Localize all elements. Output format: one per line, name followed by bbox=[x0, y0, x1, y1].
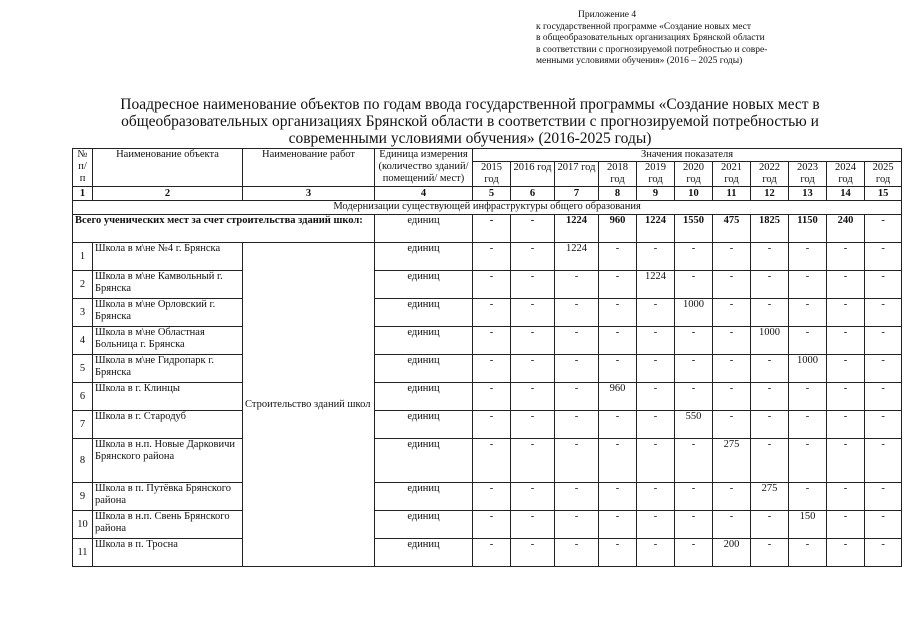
value-cell: - bbox=[713, 271, 751, 299]
value-cell: - bbox=[511, 327, 555, 355]
value-cell: - bbox=[865, 299, 902, 327]
table-row bbox=[73, 383, 902, 411]
value-cell: - bbox=[827, 483, 865, 511]
appendix-line: в общеобразовательных организациях Брянской области bbox=[536, 33, 765, 43]
row-number: 6 bbox=[73, 383, 93, 411]
value-cell: - bbox=[675, 539, 713, 567]
unit-cell: единиц bbox=[375, 483, 473, 511]
year-cell: 2022 год bbox=[751, 162, 789, 187]
value-cell: - bbox=[865, 411, 902, 439]
row-number: 5 bbox=[73, 355, 93, 383]
value-cell: - bbox=[555, 383, 599, 411]
year-cell: 2016 год bbox=[511, 162, 555, 187]
value-cell: - bbox=[827, 243, 865, 271]
table-row bbox=[73, 355, 902, 383]
object-name: Школа в н.п. Свень Брянского района bbox=[93, 511, 243, 539]
value-cell: - bbox=[713, 327, 751, 355]
value-cell: - bbox=[865, 383, 902, 411]
value-cell: 1000 bbox=[675, 299, 713, 327]
value-cell: - bbox=[789, 327, 827, 355]
unit-cell: единиц bbox=[375, 243, 473, 271]
value-cell: - bbox=[555, 483, 599, 511]
value-cell: - bbox=[599, 355, 637, 383]
year-cell: 2020 год bbox=[675, 162, 713, 187]
object-name: Школа в г. Стародуб bbox=[93, 411, 243, 439]
value-cell: - bbox=[599, 271, 637, 299]
column-number: 14 bbox=[827, 187, 865, 201]
section-title: Модернизации существующей инфраструктуры общего образования bbox=[73, 201, 902, 215]
value-cell: - bbox=[827, 299, 865, 327]
row-number: 7 bbox=[73, 411, 93, 439]
value-cell: - bbox=[473, 355, 511, 383]
row-number: 3 bbox=[73, 299, 93, 327]
value-cell: - bbox=[827, 539, 865, 567]
column-number: 1 bbox=[73, 187, 93, 201]
column-number: 3 bbox=[243, 187, 375, 201]
value-cell: - bbox=[827, 271, 865, 299]
total-value: - bbox=[865, 215, 902, 243]
value-cell: - bbox=[865, 439, 902, 483]
value-cell: - bbox=[473, 243, 511, 271]
value-cell: - bbox=[555, 299, 599, 327]
column-number: 6 bbox=[511, 187, 555, 201]
column-number: 9 bbox=[637, 187, 675, 201]
appendix-line: к государственной программе «Создание новых мест bbox=[536, 21, 752, 32]
value-cell: - bbox=[865, 355, 902, 383]
value-cell: - bbox=[599, 327, 637, 355]
value-cell: - bbox=[713, 355, 751, 383]
header-values: Значения показателя bbox=[473, 149, 902, 162]
year-cell: 2021 год bbox=[713, 162, 751, 187]
value-cell: - bbox=[789, 243, 827, 271]
column-number: 8 bbox=[599, 187, 637, 201]
appendix-line: в соответствии с прогнозируемой потребностью и совре- bbox=[536, 44, 768, 55]
value-cell: 1000 bbox=[751, 327, 789, 355]
value-cell: - bbox=[789, 483, 827, 511]
row-number: 8 bbox=[73, 439, 93, 483]
total-value: 1550 bbox=[675, 215, 713, 243]
unit-cell: единиц bbox=[375, 539, 473, 567]
document-title: Поадресное наименование объектов по годам ввода государственной программы «Создание новых мест в общеобразовательных организациях Брянской области в соответствии с прогнозируемой потребностью и современными условиями обучения» (2016-2025 годы) bbox=[120, 96, 820, 147]
value-cell: - bbox=[511, 483, 555, 511]
table-row bbox=[73, 439, 902, 483]
value-cell: - bbox=[789, 383, 827, 411]
value-cell: 1224 bbox=[637, 271, 675, 299]
object-name: Школа в г. Клинцы bbox=[93, 383, 243, 411]
value-cell: - bbox=[751, 299, 789, 327]
value-cell: - bbox=[865, 483, 902, 511]
column-number: 15 bbox=[865, 187, 902, 201]
value-cell: - bbox=[675, 327, 713, 355]
total-value: 1224 bbox=[555, 215, 599, 243]
total-value: 475 bbox=[713, 215, 751, 243]
table-row bbox=[73, 511, 902, 539]
value-cell: - bbox=[637, 383, 675, 411]
value-cell: - bbox=[599, 299, 637, 327]
value-cell: - bbox=[473, 411, 511, 439]
year-cell: 2023 год bbox=[789, 162, 827, 187]
value-cell: - bbox=[599, 439, 637, 483]
value-cell: - bbox=[789, 299, 827, 327]
value-cell: - bbox=[473, 383, 511, 411]
appendix-block bbox=[536, 10, 836, 68]
appendix-line: менными условиями обучения» (2016 – 2025 годы) bbox=[536, 56, 743, 66]
column-number: 10 bbox=[675, 187, 713, 201]
value-cell: - bbox=[827, 355, 865, 383]
unit-cell: единиц bbox=[375, 383, 473, 411]
total-value: 1224 bbox=[637, 215, 675, 243]
value-cell: - bbox=[637, 299, 675, 327]
unit-cell: единиц bbox=[375, 299, 473, 327]
value-cell: - bbox=[637, 327, 675, 355]
value-cell: - bbox=[675, 243, 713, 271]
value-cell: - bbox=[555, 271, 599, 299]
unit-cell: единиц bbox=[375, 271, 473, 299]
value-cell: 1000 bbox=[789, 355, 827, 383]
value-cell: - bbox=[555, 355, 599, 383]
value-cell: - bbox=[675, 439, 713, 483]
value-cell: - bbox=[599, 411, 637, 439]
object-name: Школа в п. Тросна bbox=[93, 539, 243, 567]
value-cell: - bbox=[865, 539, 902, 567]
value-cell: - bbox=[713, 411, 751, 439]
object-name: Школа в н.п. Новые Дарковичи Брянского района bbox=[93, 439, 243, 483]
work-name: Строительство зданий школ bbox=[243, 243, 375, 567]
value-cell: - bbox=[511, 539, 555, 567]
column-number: 4 bbox=[375, 187, 473, 201]
table-row bbox=[73, 411, 902, 439]
value-cell: - bbox=[473, 299, 511, 327]
value-cell: - bbox=[751, 439, 789, 483]
value-cell: - bbox=[511, 243, 555, 271]
value-cell: - bbox=[599, 483, 637, 511]
value-cell: - bbox=[865, 243, 902, 271]
value-cell: - bbox=[637, 511, 675, 539]
value-cell: - bbox=[751, 411, 789, 439]
unit-cell: единиц bbox=[375, 355, 473, 383]
value-cell: - bbox=[555, 539, 599, 567]
value-cell: - bbox=[751, 355, 789, 383]
value-cell: - bbox=[827, 439, 865, 483]
total-value: 1825 bbox=[751, 215, 789, 243]
table-body bbox=[73, 187, 902, 567]
value-cell: 150 bbox=[789, 511, 827, 539]
value-cell: - bbox=[865, 511, 902, 539]
object-name: Школа в м\не Гидропарк г. Брянска bbox=[93, 355, 243, 383]
value-cell: - bbox=[555, 327, 599, 355]
column-number: 7 bbox=[555, 187, 599, 201]
column-numbers-row bbox=[73, 187, 902, 201]
value-cell: 275 bbox=[751, 483, 789, 511]
value-cell: - bbox=[675, 483, 713, 511]
value-cell: - bbox=[511, 411, 555, 439]
value-cell: - bbox=[827, 383, 865, 411]
value-cell: - bbox=[473, 271, 511, 299]
unit-cell: единиц bbox=[375, 411, 473, 439]
value-cell: - bbox=[637, 439, 675, 483]
value-cell: - bbox=[511, 439, 555, 483]
year-cell: 2024 год bbox=[827, 162, 865, 187]
appendix-title: Приложение 4 bbox=[578, 10, 637, 20]
header-unit: Единица измерения (количество зданий/ помещений/ мест) bbox=[375, 149, 473, 187]
value-cell: - bbox=[637, 483, 675, 511]
year-cell: 2019 год bbox=[637, 162, 675, 187]
header-object: Наименование объекта bbox=[93, 149, 243, 187]
row-number: 4 bbox=[73, 327, 93, 355]
total-value: 240 bbox=[827, 215, 865, 243]
value-cell: 200 bbox=[713, 539, 751, 567]
header-work: Наименование работ bbox=[243, 149, 375, 187]
table-row bbox=[73, 483, 902, 511]
value-cell: - bbox=[675, 383, 713, 411]
unit-cell: единиц bbox=[375, 327, 473, 355]
value-cell: - bbox=[511, 511, 555, 539]
value-cell: - bbox=[473, 483, 511, 511]
value-cell: - bbox=[751, 243, 789, 271]
value-cell: - bbox=[637, 243, 675, 271]
value-cell: - bbox=[751, 271, 789, 299]
row-number: 9 bbox=[73, 483, 93, 511]
object-name: Школа в м\не Орловский г. Брянска bbox=[93, 299, 243, 327]
value-cell: - bbox=[827, 511, 865, 539]
value-cell: - bbox=[713, 243, 751, 271]
value-cell: 275 bbox=[713, 439, 751, 483]
table-row bbox=[73, 243, 902, 271]
object-name: Школа в п. Путёвка Брянского района bbox=[93, 483, 243, 511]
value-cell: - bbox=[511, 299, 555, 327]
value-cell: - bbox=[713, 299, 751, 327]
row-number: 2 bbox=[73, 271, 93, 299]
table-row bbox=[73, 539, 902, 567]
value-cell: - bbox=[789, 411, 827, 439]
value-cell: - bbox=[827, 327, 865, 355]
header-num: № п/ п bbox=[73, 149, 93, 187]
year-cell: 2025 год bbox=[865, 162, 902, 187]
total-row bbox=[73, 215, 902, 243]
value-cell: - bbox=[599, 539, 637, 567]
table-row bbox=[73, 327, 902, 355]
value-cell: - bbox=[865, 327, 902, 355]
value-cell: - bbox=[713, 511, 751, 539]
value-cell: - bbox=[751, 383, 789, 411]
unit-cell: единиц bbox=[375, 439, 473, 483]
year-cell: 2018 год bbox=[599, 162, 637, 187]
total-value: 960 bbox=[599, 215, 637, 243]
table-row bbox=[73, 299, 902, 327]
value-cell: - bbox=[865, 271, 902, 299]
value-cell: - bbox=[789, 439, 827, 483]
object-name: Школа в м\не Областная Больница г. Брянска bbox=[93, 327, 243, 355]
unit-cell: единиц bbox=[375, 511, 473, 539]
value-cell: - bbox=[789, 271, 827, 299]
value-cell: - bbox=[713, 383, 751, 411]
value-cell: 550 bbox=[675, 411, 713, 439]
value-cell: - bbox=[675, 271, 713, 299]
value-cell: - bbox=[637, 355, 675, 383]
objects-table bbox=[72, 148, 902, 567]
value-cell: - bbox=[473, 539, 511, 567]
year-cell: 2017 год bbox=[555, 162, 599, 187]
value-cell: - bbox=[751, 539, 789, 567]
value-cell: 1224 bbox=[555, 243, 599, 271]
object-name: Школа в м\не Камвольный г. Брянска bbox=[93, 271, 243, 299]
value-cell: - bbox=[789, 539, 827, 567]
value-cell: - bbox=[675, 355, 713, 383]
table-row bbox=[73, 271, 902, 299]
value-cell: - bbox=[675, 511, 713, 539]
column-number: 11 bbox=[713, 187, 751, 201]
value-cell: - bbox=[511, 271, 555, 299]
value-cell: - bbox=[751, 511, 789, 539]
total-value: - bbox=[473, 215, 511, 243]
year-cell: 2015 год bbox=[473, 162, 511, 187]
value-cell: - bbox=[473, 511, 511, 539]
column-number: 12 bbox=[751, 187, 789, 201]
value-cell: 960 bbox=[599, 383, 637, 411]
value-cell: - bbox=[555, 511, 599, 539]
row-number: 1 bbox=[73, 243, 93, 271]
row-number: 10 bbox=[73, 511, 93, 539]
value-cell: - bbox=[473, 327, 511, 355]
total-value: 1150 bbox=[789, 215, 827, 243]
value-cell: - bbox=[637, 539, 675, 567]
column-number: 2 bbox=[93, 187, 243, 201]
value-cell: - bbox=[599, 511, 637, 539]
total-unit: единиц bbox=[375, 215, 473, 243]
value-cell: - bbox=[713, 483, 751, 511]
row-number: 11 bbox=[73, 539, 93, 567]
value-cell: - bbox=[555, 411, 599, 439]
value-cell: - bbox=[637, 411, 675, 439]
value-cell: - bbox=[473, 439, 511, 483]
section-row bbox=[73, 201, 902, 215]
total-label: Всего ученических мест за счет строительства зданий школ: bbox=[73, 215, 375, 243]
value-cell: - bbox=[555, 439, 599, 483]
column-number: 5 bbox=[473, 187, 511, 201]
value-cell: - bbox=[511, 383, 555, 411]
total-value: - bbox=[511, 215, 555, 243]
value-cell: - bbox=[599, 243, 637, 271]
value-cell: - bbox=[511, 355, 555, 383]
object-name: Школа в м\не №4 г. Брянска bbox=[93, 243, 243, 271]
value-cell: - bbox=[827, 411, 865, 439]
column-number: 13 bbox=[789, 187, 827, 201]
